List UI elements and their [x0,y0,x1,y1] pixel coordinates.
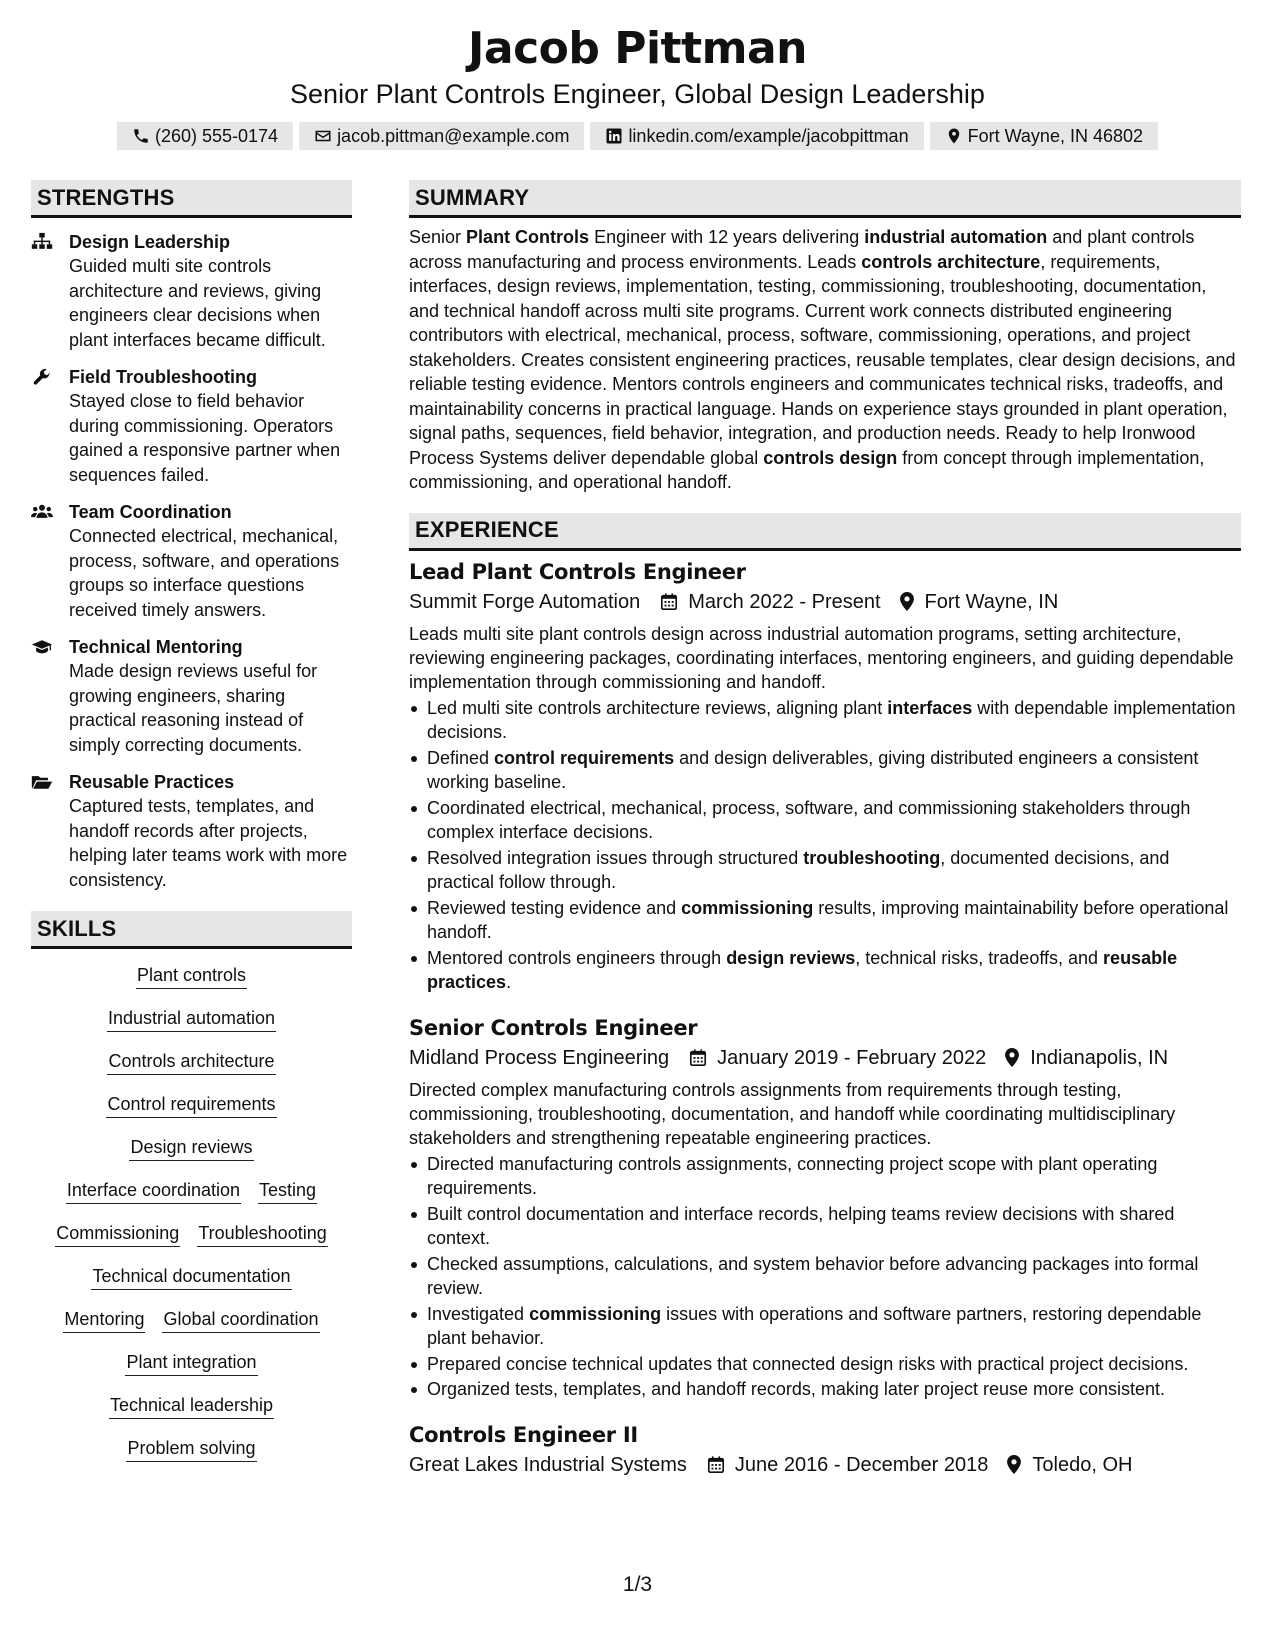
candidate-name: Jacob Pittman [468,23,807,74]
bold-keyword: reusable practices [427,947,1178,992]
bold-keyword: controls design [763,447,898,468]
skill-row [125,1350,257,1376]
job-dates: June 2016 - December 2018 [734,1453,989,1476]
job-bullet [427,1152,1241,1201]
resume-header [0,22,1275,150]
page-number: 1/3 [622,1573,653,1596]
calendar-icon [660,592,678,611]
contact-phone[interactable] [117,122,293,150]
summary-text [409,225,1241,495]
strength-text: Connected electrical, mechanical, process, software, and operations groups so interface questions received timely answers. [69,526,340,620]
strength-item [31,230,352,352]
job-entry [409,1014,1241,1402]
text-span: and design deliverables, giving distributed engineers a consistent working baseline. [427,747,1199,792]
linkedin-icon [605,127,623,145]
job-meta [409,587,1241,617]
job-location: Fort Wayne, IN [924,590,1059,613]
skill-row [106,1092,276,1118]
job-bullet [427,746,1241,795]
skill-tag: Design reviews [129,1135,253,1161]
skills-heading: SKILLS [31,911,352,949]
skill-tag: Technical leadership [109,1393,274,1419]
location-pin-icon [899,592,915,611]
skill-tag: Controls architecture [107,1049,275,1075]
skill-tag: Plant controls [136,963,247,989]
skill-tag: Plant integration [125,1350,257,1376]
job-title: Controls Engineer II [409,1422,638,1447]
contact-linkedin[interactable] [590,122,923,150]
text-span: Resolved integration issues through structured [427,847,804,868]
location-pin-icon [1006,1455,1022,1474]
org-chart-icon [31,232,53,252]
text-span: Defined [427,747,495,768]
job-company: Midland Process Engineering [409,1046,670,1069]
skill-tag: Control requirements [106,1092,276,1118]
folder-open-icon [31,772,53,792]
job-bullet [427,1302,1241,1351]
location-pin-icon [1004,1048,1020,1067]
strength-item [31,770,352,892]
job-description: Directed complex manufacturing controls assignments from requirements through testing, commissioning, troubleshooting, documentation, and handoff while coordinating multidisciplinary stakeholders and strengthening repeatable engineering practices. [409,1079,1176,1148]
job-bullet [427,696,1241,745]
text-span: , technical risks, tradeoffs, and [855,947,1104,968]
job-location: Toledo, OH [1032,1453,1133,1476]
text-span: Prepared concise technical updates that connected design risks with practical project decisions. [427,1353,1189,1374]
bold-keyword: industrial automation [864,227,1048,247]
text-span: Checked assumptions, calculations, and system behavior before advancing packages into formal review. [427,1253,1199,1298]
skill-row [107,1049,275,1075]
job-bullet [427,796,1241,845]
text-span: , requirements, interfaces, design reviews, implementation, testing, commissioning, troubleshooting, documentation, and technical handoff across multi site programs. Current work connects distributed engineering contributors with electrical, mechanical, process, software, commissioning, operations, and project stakeholders. Creates consistent engineering practices, reusable templates, clear design decisions, and reliable testing evidence. Mentors controls engineers and communicates technical risks, tradeoffs, and maintainability concerns in practical language. Hands on experience stays grounded in plant operation, signal paths, sequences, field behavior, integration, and production needs. Ready to help Ironwood Process Systems deliver dependable global [409,251,1236,468]
strength-title: Team Coordination [69,502,232,522]
bold-keyword: controls architecture [861,251,1041,272]
strength-title: Design Leadership [69,232,231,252]
job-meta [409,1043,1241,1073]
text-span: . [506,972,512,992]
skill-tag: Global coordination [162,1307,319,1333]
skill-row [129,1135,253,1161]
text-span: Led multi site controls architecture reviews, aligning plant [427,697,888,718]
job-bullets [409,696,1241,995]
bold-keyword: Plant Controls [466,227,590,247]
text-span: and plant controls across manufacturing and process environments. Leads [409,227,1195,272]
job-bullet [427,846,1241,895]
strength-text: Guided multi site controls architecture and reviews, giving engineers clear decisions when plant interfaces became difficult. [69,256,326,350]
left-column [31,180,352,1462]
job-location: Indianapolis, IN [1030,1046,1169,1069]
right-column [409,180,1241,1480]
summary-heading: SUMMARY [409,180,1241,218]
job-bullets [409,1152,1241,1402]
calendar-icon [689,1048,707,1067]
job-dates: March 2022 - Present [688,590,881,613]
skill-tag: Technical documentation [91,1264,291,1290]
text-span: Organized tests, templates, and handoff records, making later project reuse more consistent. [427,1379,1166,1399]
skill-tag: Industrial automation [107,1006,276,1032]
skill-row [63,1307,319,1333]
strength-text: Made design reviews useful for growing engineers, sharing practical reasoning instead of simply correcting documents. [69,661,318,755]
job-dates: January 2019 - February 2022 [717,1046,987,1069]
job-bullet [427,1252,1241,1301]
skill-row [109,1393,274,1419]
bold-keyword: design reviews [726,947,856,968]
bold-keyword: control requirements [494,747,675,768]
strengths-list [31,230,352,892]
skill-tag: Mentoring [63,1307,145,1333]
text-span: Reviewed testing evidence and [427,897,682,918]
text-span: results, improving maintainability before operational handoff. [427,897,1229,942]
contact-email-text: jacob.pittman@example.com [337,125,570,146]
strength-item [31,365,352,487]
phone-icon [132,127,150,145]
strength-title: Technical Mentoring [69,637,243,657]
job-entry [409,558,1241,995]
text-span: Built control documentation and interface records, helping teams review decisions with shared context. [427,1203,1175,1248]
skill-row [91,1264,291,1290]
graduation-cap-icon [31,637,53,657]
contact-bar [0,122,1275,150]
skill-row [107,1006,276,1032]
job-bullet [427,946,1241,995]
job-bullet [427,896,1241,945]
job-bullet [427,1202,1241,1251]
candidate-title: Senior Plant Controls Engineer, Global Design Leadership [290,79,985,109]
skill-row [55,1221,327,1247]
users-icon [31,502,53,522]
job-company: Summit Forge Automation [409,590,641,613]
skill-row [126,1436,256,1462]
contact-location [930,122,1158,150]
strength-text: Captured tests, templates, and handoff records after projects, helping later teams work with more consistency. [69,796,348,890]
text-span: Directed manufacturing controls assignments, connecting project scope with plant operating requirements. [427,1153,1158,1198]
skill-tag: Troubleshooting [197,1221,327,1247]
strength-item [31,635,352,757]
text-span: Engineer with 12 years delivering [589,227,865,247]
job-bullet [427,1352,1241,1377]
skill-tag: Interface coordination [66,1178,241,1204]
job-title: Senior Controls Engineer [409,1015,698,1040]
job-description: Leads multi site plant controls design across industrial automation programs, setting architecture, reviewing engineering packages, coordinating interfaces, mentoring engineers, and guiding dependable implementation through commissioning and handoff. [409,623,1234,692]
text-span: Mentored controls engineers through [427,947,727,968]
text-span: Investigated [427,1303,530,1324]
skill-tag: Testing [258,1178,317,1204]
contact-linkedin-text: linkedin.com/example/jacobpittman [628,125,909,146]
skills-list [31,963,352,1462]
strength-item [31,500,352,622]
text-span: with dependable implementation decisions. [427,697,1236,742]
contact-email[interactable] [299,122,584,150]
contact-location-text: Fort Wayne, IN 46802 [967,125,1144,146]
bold-keyword: commissioning [681,897,814,918]
envelope-icon [314,127,332,145]
job-company: Great Lakes Industrial Systems [409,1453,687,1476]
location-pin-icon [945,127,963,145]
job-title: Lead Plant Controls Engineer [409,559,746,584]
bold-keyword: troubleshooting [803,847,941,868]
strength-text: Stayed close to field behavior during commissioning. Operators gained a responsive partner when sequences failed. [69,391,341,485]
experience-list [409,558,1241,1480]
text-span: from concept through implementation, commissioning, and operational handoff. [409,447,1205,492]
text-span: issues with operations and software partners, restoring dependable plant behavior. [427,1303,1202,1348]
bold-keyword: commissioning [529,1303,662,1324]
bold-keyword: interfaces [887,697,973,718]
strength-title: Reusable Practices [69,772,235,792]
job-entry [409,1421,1241,1480]
strength-title: Field Troubleshooting [69,367,257,387]
text-span: , documented decisions, and practical follow through. [427,847,1170,892]
text-span: Coordinated electrical, mechanical, process, software, and commissioning stakeholders through complex interface decisions. [427,797,1191,842]
experience-heading: EXPERIENCE [409,513,1241,551]
skill-tag: Commissioning [55,1221,180,1247]
skill-tag: Problem solving [126,1436,256,1462]
job-meta [409,1450,1241,1480]
text-span: Senior [409,227,467,247]
wrench-icon [31,367,53,387]
job-bullet [427,1377,1241,1402]
strengths-heading: STRENGTHS [31,180,352,218]
skill-row [66,1178,317,1204]
contact-phone-text: (260) 555-0174 [154,125,279,146]
skill-row [136,963,247,989]
calendar-icon [707,1455,725,1474]
